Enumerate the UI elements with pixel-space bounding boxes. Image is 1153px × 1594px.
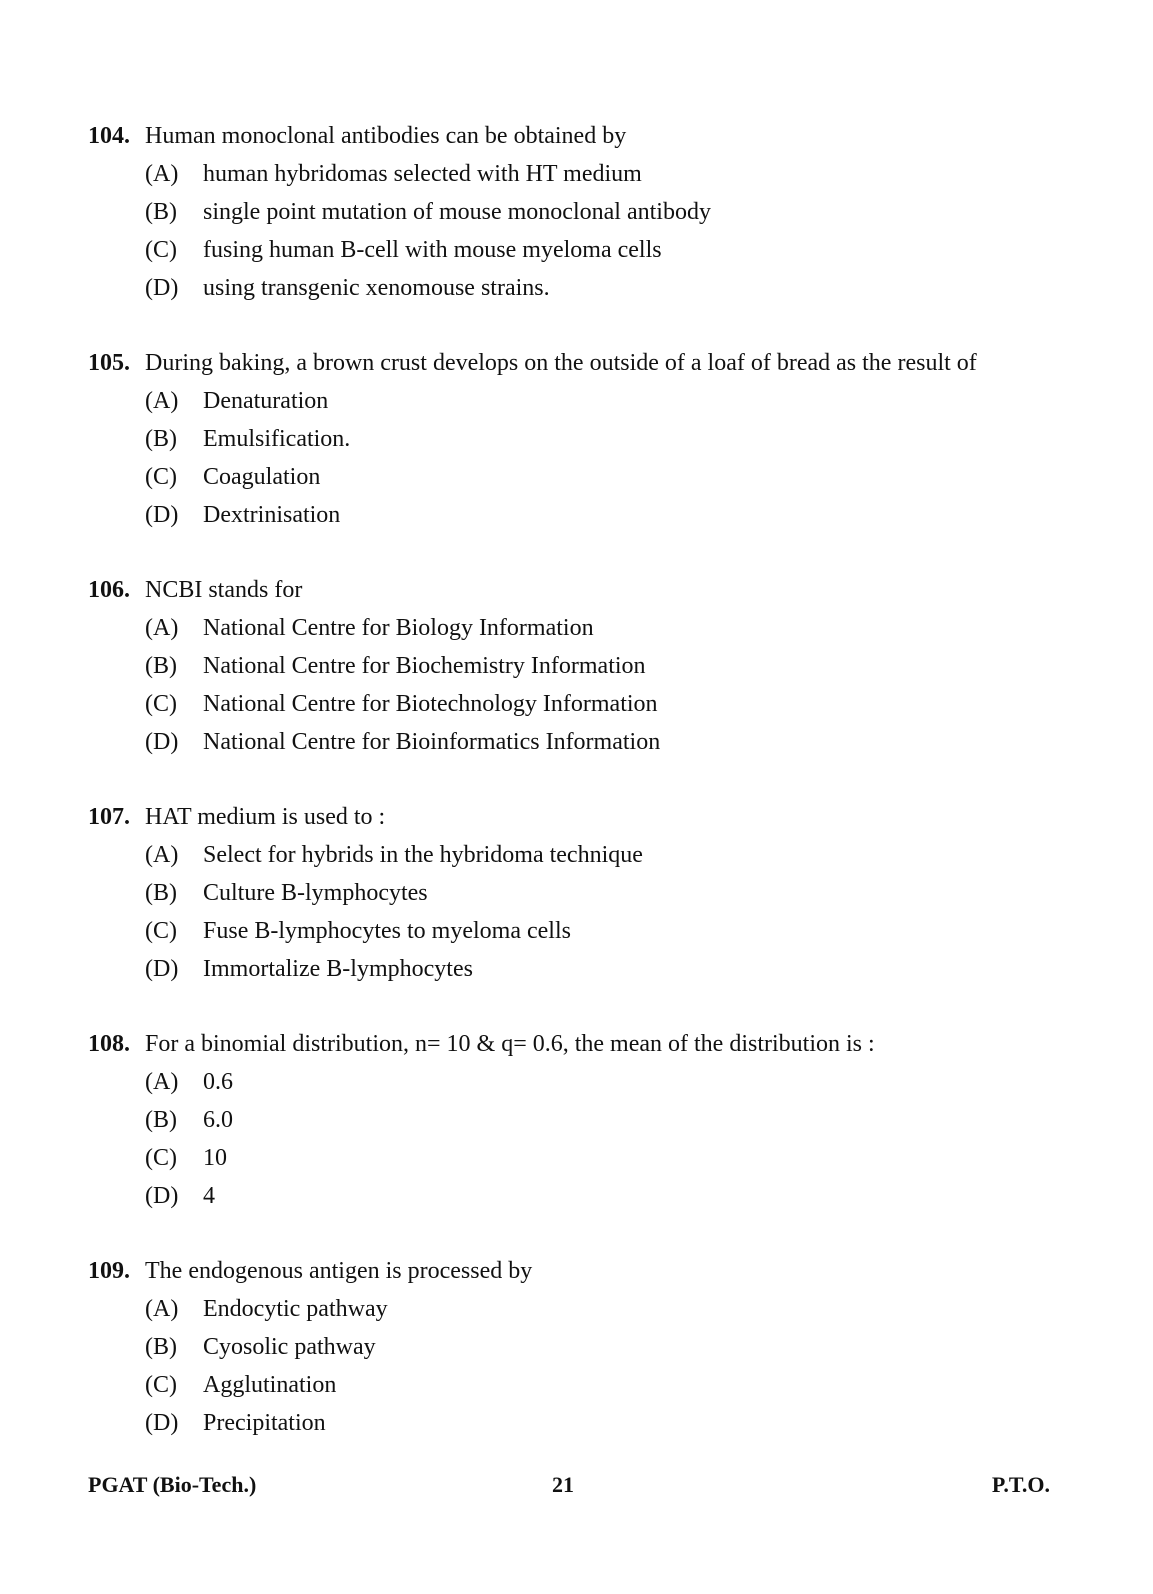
option-text: 0.6: [203, 1069, 233, 1095]
option-d: [88, 1404, 1088, 1442]
option-b: [88, 193, 1088, 231]
option-label: (A): [145, 388, 179, 414]
option-label: (A): [145, 615, 179, 641]
question-text: During baking, a brown crust develops on the outside of a loaf of bread as the result of: [145, 350, 977, 376]
question-stem: [88, 798, 1088, 836]
question-number: 105.: [88, 350, 130, 376]
option-b: [88, 420, 1088, 458]
option-label: (B): [145, 1334, 177, 1360]
option-label: (A): [145, 842, 179, 868]
option-label: (C): [145, 1372, 177, 1398]
option-d: [88, 269, 1088, 307]
question-text: Human monoclonal antibodies can be obtained by: [145, 123, 627, 149]
option-text: Select for hybrids in the hybridoma technique: [203, 842, 643, 868]
please-turn-over: P.T.O.: [991, 1472, 1050, 1497]
question-text: NCBI stands for: [145, 577, 303, 603]
option-text: Endocytic pathway: [203, 1296, 388, 1322]
question-number: 109.: [88, 1258, 130, 1284]
question-stem: [88, 1252, 1088, 1290]
option-text: human hybridomas selected with HT medium: [203, 161, 642, 187]
option-text: Immortalize B-lymphocytes: [203, 956, 473, 982]
option-label: (D): [145, 1410, 179, 1436]
question-108: [88, 1025, 1088, 1215]
option-a: [88, 1290, 1088, 1328]
option-text: Cyosolic pathway: [203, 1334, 376, 1360]
option-b: [88, 647, 1088, 685]
option-label: (C): [145, 918, 177, 944]
question-stem: [88, 344, 1088, 382]
option-b: [88, 1328, 1088, 1366]
option-d: [88, 1177, 1088, 1215]
option-label: (B): [145, 1107, 177, 1133]
option-label: (A): [145, 1296, 179, 1322]
option-label: (C): [145, 1145, 177, 1171]
option-text: National Centre for Biology Information: [203, 615, 594, 641]
page-footer: [0, 1470, 1153, 1500]
option-d: [88, 496, 1088, 534]
option-label: (B): [145, 880, 177, 906]
option-a: [88, 609, 1088, 647]
option-label: (C): [145, 237, 177, 263]
question-105: [88, 344, 1088, 534]
question-number: 106.: [88, 577, 130, 603]
question-104: [88, 117, 1088, 307]
option-text: Coagulation: [203, 464, 321, 490]
option-a: [88, 836, 1088, 874]
option-text: Fuse B-lymphocytes to myeloma cells: [203, 918, 571, 944]
option-label: (C): [145, 464, 177, 490]
option-c: [88, 685, 1088, 723]
option-label: (D): [145, 275, 179, 301]
question-text: HAT medium is used to :: [145, 804, 386, 830]
option-text: single point mutation of mouse monoclonal antibody: [203, 199, 711, 225]
option-text: fusing human B-cell with mouse myeloma cells: [203, 237, 662, 263]
option-text: National Centre for Biochemistry Information: [203, 653, 646, 679]
option-text: Culture B-lymphocytes: [203, 880, 428, 906]
option-a: [88, 382, 1088, 420]
option-text: National Centre for Biotechnology Information: [203, 691, 658, 717]
option-label: (D): [145, 956, 179, 982]
page-number: 21: [552, 1472, 574, 1497]
option-label: (A): [145, 1069, 179, 1095]
option-c: [88, 1139, 1088, 1177]
question-number: 104.: [88, 123, 130, 149]
option-c: [88, 912, 1088, 950]
option-text: 10: [203, 1145, 227, 1171]
option-text: Denaturation: [203, 388, 329, 414]
option-text: National Centre for Bioinformatics Information: [203, 729, 661, 755]
question-109: [88, 1252, 1088, 1442]
option-text: 6.0: [203, 1107, 233, 1133]
option-text: Precipitation: [203, 1410, 326, 1436]
question-number: 108.: [88, 1031, 130, 1057]
option-label: (C): [145, 691, 177, 717]
option-label: (B): [145, 426, 177, 452]
question-stem: [88, 571, 1088, 609]
option-c: [88, 231, 1088, 269]
question-text: For a binomial distribution, n= 10 & q= 0.6, the mean of the distribution is :: [145, 1031, 875, 1057]
option-text: using transgenic xenomouse strains.: [203, 275, 550, 301]
option-label: (B): [145, 199, 177, 225]
option-label: (D): [145, 729, 179, 755]
option-c: [88, 458, 1088, 496]
option-d: [88, 950, 1088, 988]
option-label: (A): [145, 161, 179, 187]
option-text: Dextrinisation: [203, 502, 341, 528]
option-a: [88, 155, 1088, 193]
question-stem: [88, 117, 1088, 155]
option-text: Agglutination: [203, 1372, 337, 1398]
option-a: [88, 1063, 1088, 1101]
option-label: (B): [145, 653, 177, 679]
question-106: [88, 571, 1088, 761]
option-d: [88, 723, 1088, 761]
question-text: The endogenous antigen is processed by: [145, 1258, 533, 1284]
question-107: [88, 798, 1088, 988]
option-c: [88, 1366, 1088, 1404]
option-b: [88, 1101, 1088, 1139]
question-stem: [88, 1025, 1088, 1063]
exam-code: PGAT (Bio-Tech.): [88, 1472, 257, 1497]
option-label: (D): [145, 502, 179, 528]
option-label: (D): [145, 1183, 179, 1209]
option-text: 4: [203, 1183, 215, 1209]
option-b: [88, 874, 1088, 912]
option-text: Emulsification.: [203, 426, 351, 452]
question-number: 107.: [88, 804, 130, 830]
